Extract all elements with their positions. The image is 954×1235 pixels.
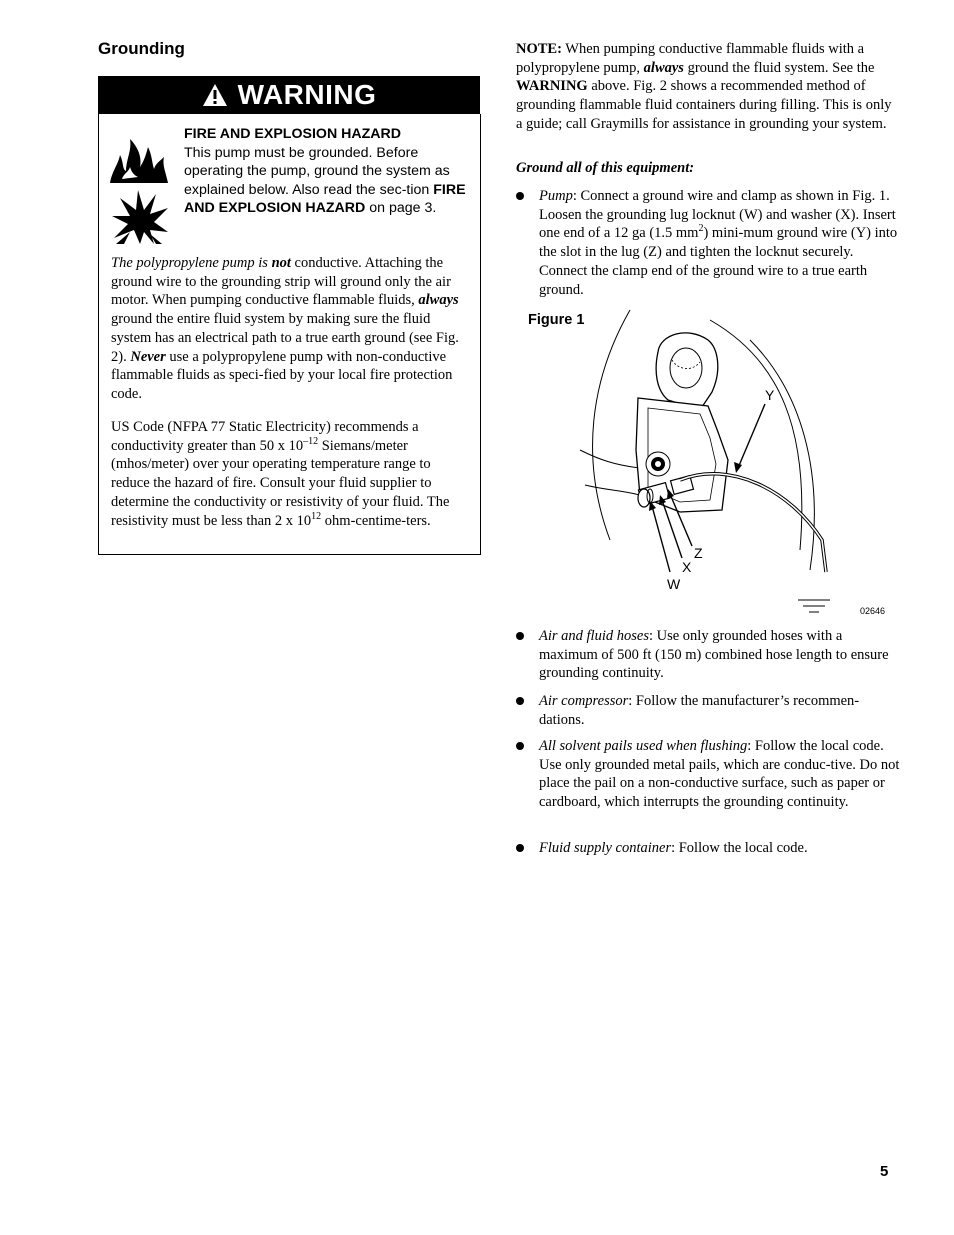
figure-label: Figure 1 — [528, 312, 585, 328]
hazard-reference: FIRE AND EXPLOSION HAZARD — [184, 181, 466, 217]
page-number: 5 — [880, 1163, 889, 1180]
bullet-dot — [516, 844, 524, 852]
exponent: –12 — [303, 435, 319, 447]
bullet-term: Air and fluid hoses — [539, 628, 649, 644]
emphasis-always: always — [418, 292, 459, 309]
section-title: Grounding — [98, 39, 185, 58]
hazard-body: This pump must be grounded. Before operating the pump, ground the system as explained below. Also read the sec-tion — [184, 144, 450, 198]
grounding-figure — [560, 300, 900, 620]
callout-y: Y — [765, 387, 775, 403]
warning-paragraph-polypropylene — [111, 254, 471, 404]
para-text: Siemans/meter (mhos/meter) over your operating temperature range to reduce the hazard of fire. Consult your fluid supplier to determine the conductivity or resistivity of your fluid. The resistivity must be less than 2 x 10 — [111, 437, 450, 529]
bullet-term: All solvent pails used when flushing — [539, 738, 748, 754]
note-paragraph — [516, 40, 901, 134]
para-text: When pumping conductive flammable fluids with a polypropylene pump, — [516, 41, 865, 76]
para-lead: The polypropylene pump is — [111, 255, 272, 271]
bullet-text: : Follow the local code. Use only grounded metal pails, which are conduc-tive. Do not place the pail on a non-conductive surface, such as paper or cardboard, which interrupts the grounding continuity. — [539, 738, 900, 811]
callout-w: W — [667, 576, 681, 592]
warning-triangle-icon — [202, 83, 228, 107]
callout-x: X — [682, 559, 692, 575]
warning-paragraph-nfpa — [111, 418, 471, 530]
bullet-dot — [516, 192, 524, 200]
bullet-term: Air compressor — [539, 693, 629, 709]
explosion-hazard-icon — [110, 188, 170, 246]
emphasis-never: Never — [130, 348, 166, 365]
hazard-title: FIRE AND EXPLOSION HAZARD — [184, 126, 402, 142]
note-label: NOTE: — [516, 41, 562, 57]
para-text: above. Fig. 2 shows a recommended method of grounding flammable fluid containers during filling. This is only a guide; call Graymills for assistance in grounding your system. — [516, 78, 892, 132]
para-text: US Code (NFPA 77 Static Electricity) recommends a conductivity greater than 50 x 10 — [111, 419, 419, 454]
bullet-text: : Connect a ground wire and clamp as shown in Fig. 1. Loosen the grounding lug locknut (W) and washer (X). Insert one end of a 12 ga (1.5 mm — [539, 188, 896, 242]
fire-hazard-icon — [108, 133, 170, 185]
bullet-dot — [516, 697, 524, 705]
bullet-text: ) mini-mum ground wire (Y) into the slot in the lug (Z) and tighten the locknut securely. Connect the clamp end of the ground wire to a true earth ground. — [539, 225, 898, 298]
para-text: ground the fluid system. See the — [683, 59, 875, 76]
para-text: use a polypropylene pump with non-conductive flammable fluids as speci-fied by your local fire protection code. — [111, 348, 453, 402]
bullet-dot — [516, 742, 524, 750]
warning-banner — [98, 76, 480, 114]
emphasis-always: always — [643, 59, 684, 76]
bullet-dot — [516, 632, 524, 640]
bullet-text: : Use only grounded hoses with a maximum of 500 ft (150 m) combined hose length to ensure grounding continuity. — [539, 628, 889, 682]
hazard-text — [184, 125, 469, 218]
figure-code: 02646 — [860, 606, 886, 616]
warning-banner-text: WARNING — [237, 79, 377, 110]
bullet-text: : Follow the local code. — [671, 840, 808, 856]
warning-reference: WARNING — [516, 78, 588, 95]
para-text: conductive. Attaching the ground wire to the grounding strip will ground only the air motor. When pumping conductive flammable fluids, — [111, 255, 451, 309]
bullet-text: : Follow the manufacturer’s recommen-dations. — [539, 693, 860, 728]
exponent: 2 — [698, 223, 704, 235]
bullet-term: Pump — [539, 188, 573, 204]
bullet-term: Fluid supply container — [539, 840, 672, 856]
para-text: ground the entire fluid system by making sure the fluid system has an electrical path to a true earth ground (see Fig. 2). — [111, 311, 459, 365]
para-text: ohm-centime-ters. — [321, 512, 431, 529]
ground-equipment-heading: Ground all of this equipment: — [516, 160, 695, 176]
emphasis-not: not — [271, 255, 291, 271]
exponent: 12 — [311, 510, 322, 522]
hazard-body-end: on page 3. — [365, 200, 437, 217]
callout-z: Z — [694, 545, 703, 561]
